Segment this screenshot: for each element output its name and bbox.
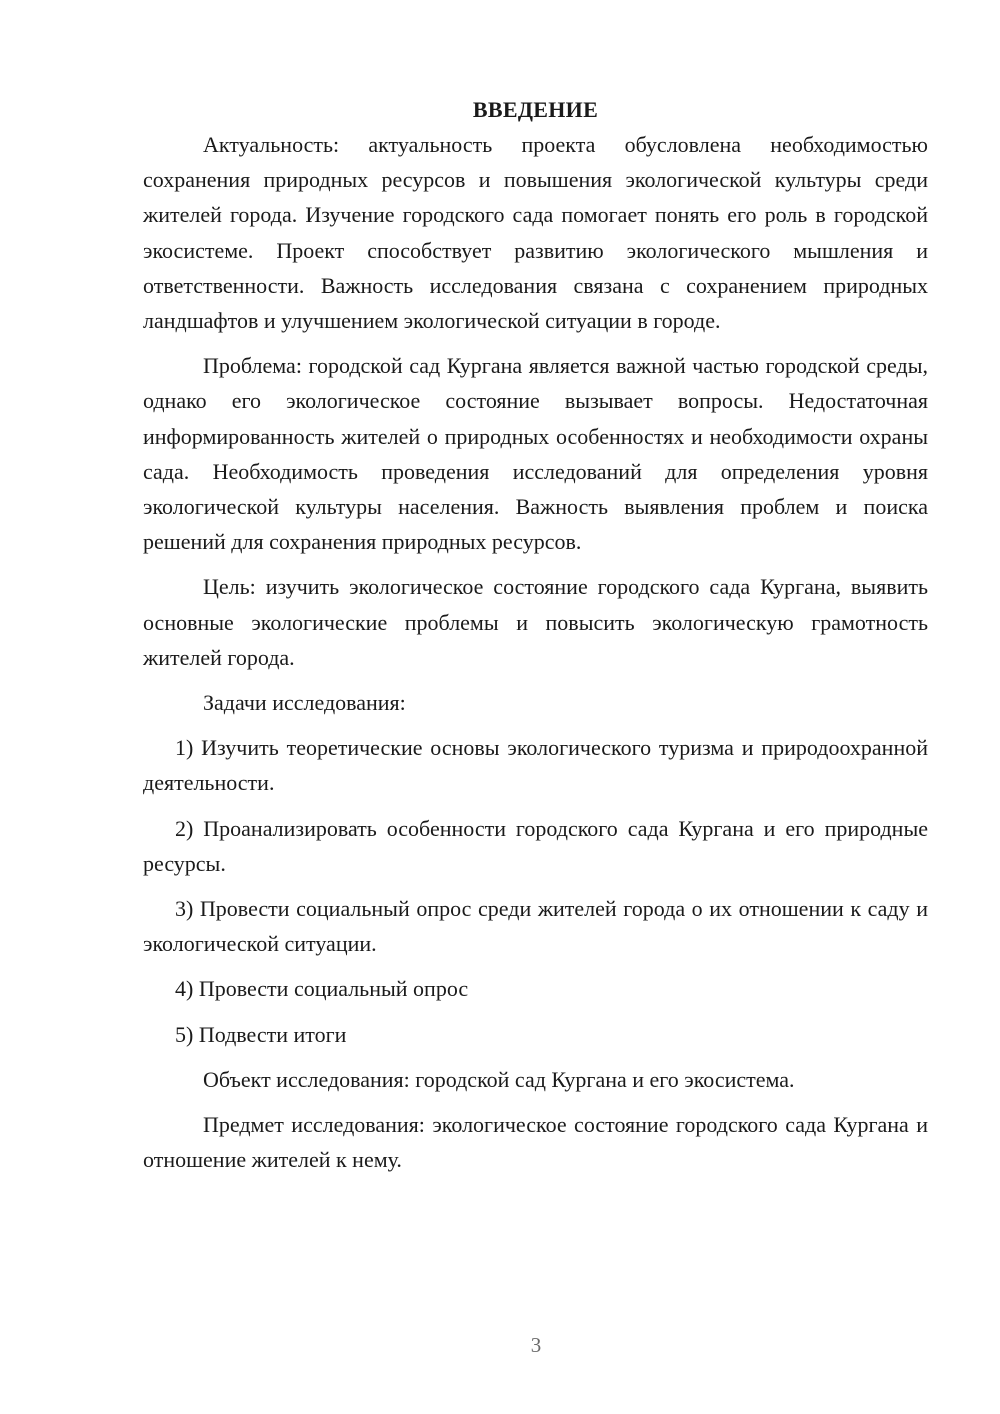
page-number: 3 (530, 1333, 542, 1357)
object-paragraph: Объект исследования: городской сад Кургана и его экосистема. (203, 1066, 795, 1092)
tasks-heading: Задачи исследования: (203, 690, 406, 716)
task-item-5: 5) Подвести итоги (175, 1021, 347, 1047)
goal-paragraph: Цель: изучить экологическое состояние городского сада Кургана, выявить основные экологические проблемы и повысить экологическую грамотность жителей города. (143, 574, 928, 670)
problem-paragraph: Проблема: городской сад Кургана является важной частью городской среды, однако его экологическое состояние вызывает вопросы. Недостаточная информированность жителей о природных особенностях и необходимости охраны сада. Необходимость проведения исследований для определения уровня экологической культуры населения. Важность выявления проблем и поиска решений для сохранения природных ресурсов. (143, 353, 928, 555)
relevance-paragraph: Актуальность: актуальность проекта обусловлена необходимостью сохранения природных ресурсов и повышения экологической культуры среди жителей города. Изучение городского сада помогает понять его роль в городской экосистеме. Проект способствует развитию экологического мышления и ответственности. Важность исследования связана с сохранением природных ландшафтов и улучшением экологической ситуации в городе. (143, 132, 928, 334)
task-item-1: 1) Изучить теоретические основы экологического туризма и природоохранной деятельности. (143, 735, 928, 796)
subject-paragraph: Предмет исследования: экологическое состояние городского сада Кургана и отношение жителей к нему. (143, 1112, 928, 1173)
document-page (143, 92, 928, 1187)
page-title: ВВЕДЕНИЕ (472, 97, 599, 122)
task-item-3: 3) Провести социальный опрос среди жителей города о их отношении к саду и экологической ситуации. (143, 896, 928, 957)
task-item-2: 2) Проанализировать особенности городского сада Кургана и его природные ресурсы. (143, 815, 928, 876)
task-item-4: 4) Провести социальный опрос (175, 976, 469, 1002)
